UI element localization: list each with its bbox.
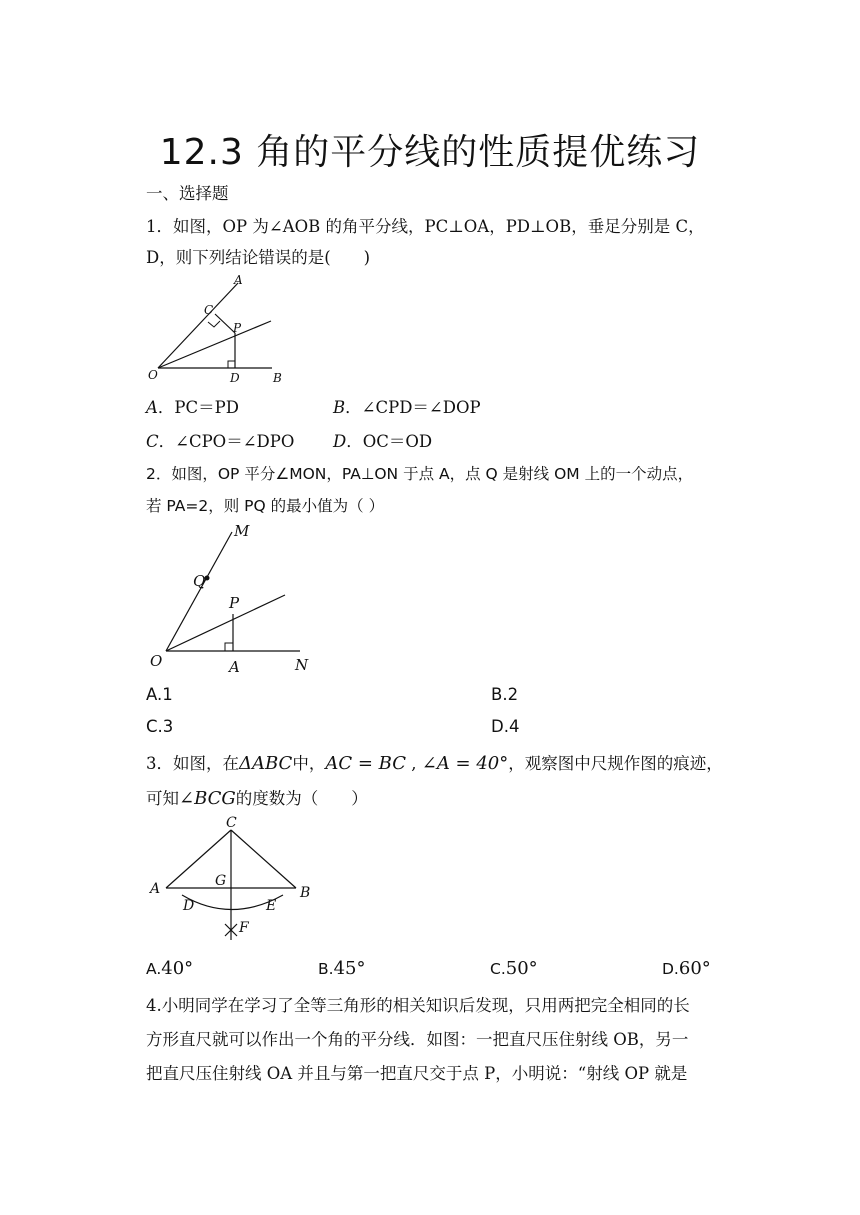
- q1-option-b: B．∠CPD＝∠DOP: [333, 398, 481, 417]
- q1-line1: 1．如图，OP 为∠AOB 的角平分线，PC⊥OA，PD⊥OB，垂足分别是 C，: [146, 217, 705, 236]
- q3-option-a: A.40°: [146, 958, 194, 979]
- q2-option-c: C.3: [146, 717, 174, 736]
- q2-option-d: D.4: [491, 717, 520, 736]
- q2-line1: 2．如图，OP 平分∠MON，PA⊥ON 于点 A，点 Q 是射线 OM 上的一个动点，: [146, 465, 694, 483]
- q3-label-E: E: [266, 898, 277, 914]
- q2-option-a: A.1: [146, 685, 173, 704]
- q3-label-G: G: [215, 873, 227, 889]
- q1-label-A: A: [234, 273, 243, 287]
- q3-option-d: D.60°: [662, 958, 711, 979]
- q1-line2: D，则下列结论错误的是( ): [146, 248, 371, 267]
- q1-option-a: A．PC＝PD: [146, 398, 239, 417]
- q3-condition-1: AC = BC: [325, 753, 406, 774]
- q3-figure: [145, 812, 325, 947]
- q1-label-O: O: [148, 368, 158, 382]
- q3-option-b: B.45°: [318, 958, 366, 979]
- q4-line3: 把直尺压住射线 OA 并且与第一把直尺交于点 P，小明说：“射线 OP 就是: [146, 1064, 688, 1083]
- q1-label-B: B: [273, 371, 282, 385]
- q3-label-B: B: [300, 885, 311, 901]
- q1-label-C: C: [204, 303, 214, 317]
- q3-angle: ∠BCG: [179, 788, 236, 809]
- q2-label-O: O: [150, 652, 163, 670]
- q3-label-F: F: [239, 920, 249, 936]
- q1-label-D: D: [230, 371, 240, 385]
- q2-label-A: A: [229, 658, 240, 676]
- q1-option-d: D．OC＝OD: [333, 432, 433, 451]
- q3-line1: 3．如图，在ΔABC中，AC = BC , ∠A = 40°，观察图中尺规作图的痕迹，: [146, 753, 723, 774]
- q4-line2: 方形直尺就可以作出一个角的平分线．如图：一把直尺压住射线 OB，另一: [146, 1030, 689, 1049]
- page-title: 12.3 角的平分线的性质提优练习: [159, 132, 701, 173]
- q2-label-M: M: [234, 522, 250, 540]
- q3-line2: 可知∠BCG的度数为（ ）: [146, 788, 368, 809]
- q2-label-N: N: [295, 656, 309, 674]
- q3-option-c: C.50°: [490, 958, 538, 979]
- q2-figure: [145, 522, 325, 677]
- section-heading: 一、选择题: [146, 184, 229, 203]
- q2-line2: 若 PA=2，则 PQ 的最小值为（ ）: [146, 497, 385, 515]
- q3-condition-2: ∠A = 40°: [421, 753, 509, 774]
- q3-label-C: C: [226, 815, 237, 831]
- q1-label-P: P: [233, 321, 242, 335]
- q2-label-Q: Q: [193, 572, 206, 590]
- q1-figure: [140, 272, 300, 387]
- q2-option-b: B.2: [491, 685, 519, 704]
- q3-label-A: A: [150, 881, 161, 897]
- q3-triangle: ΔABC: [239, 753, 293, 774]
- q2-label-P: P: [229, 594, 240, 612]
- q1-option-c: C．∠CPO＝∠DPO: [146, 432, 295, 451]
- q4-line1: 4.小明同学在学习了全等三角形的相关知识后发现，只用两把完全相同的长: [146, 996, 690, 1015]
- q3-label-D: D: [183, 898, 195, 914]
